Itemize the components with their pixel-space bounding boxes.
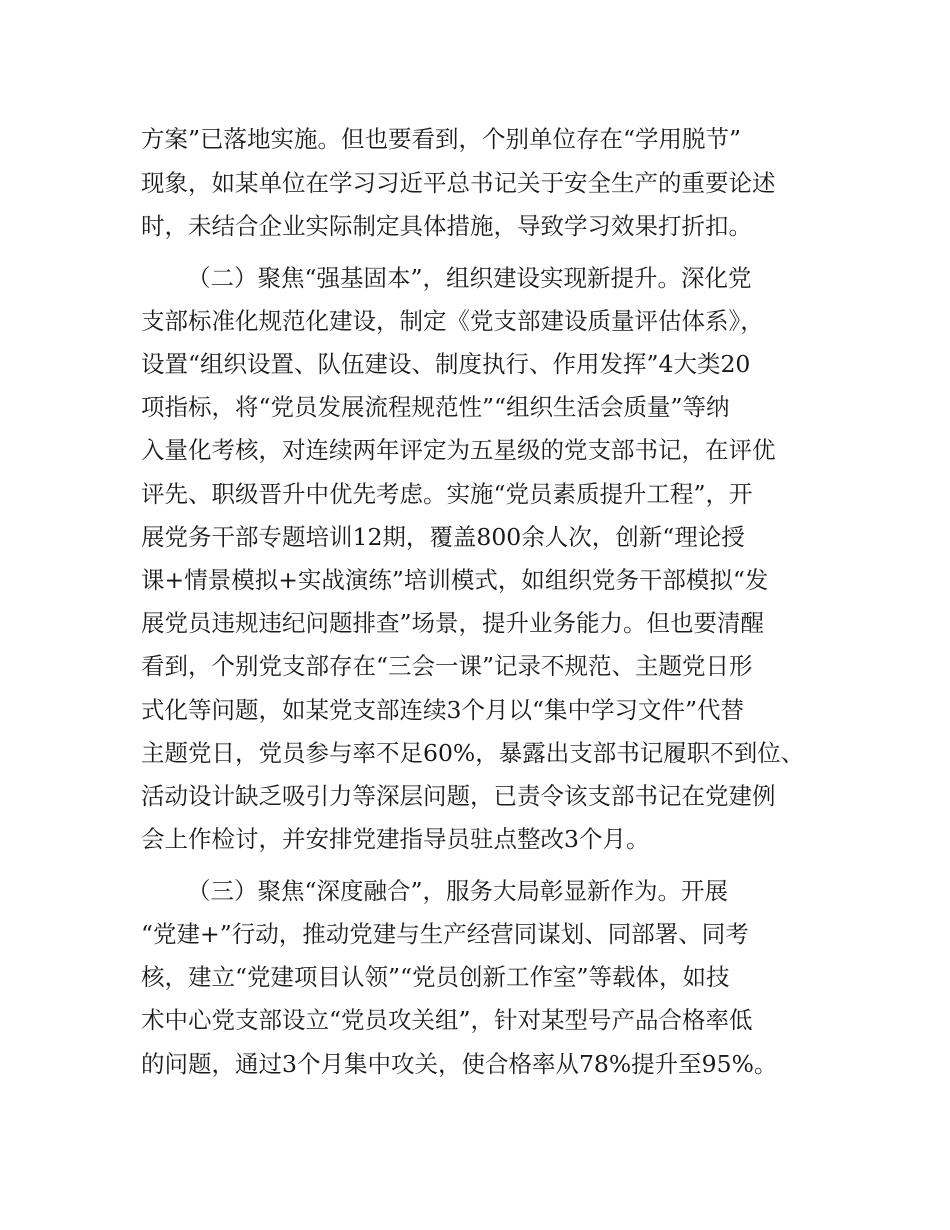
- text-line: 时，未结合企业实际制定具体措施，导致学习效果打折扣。: [141, 212, 752, 240]
- text-line: 课+情景模拟+实战演练”培训模式，如组织党务干部模拟“发: [141, 566, 769, 594]
- section-heading-line: （二）聚焦“强基固本”，组织建设实现新提升。深化党: [187, 264, 752, 292]
- text-line: 式化等问题，如某党支部连续3个月以“集中学习文件”代替: [141, 696, 744, 724]
- text-line: 术中心党支部设立“党员攻关组”，针对某型号产品合格率低: [141, 1006, 753, 1034]
- text-line: 展党员违规违纪问题排查”场景，提升业务能力。但也要清醒: [141, 609, 765, 637]
- text-line: 方案”已落地实施。但也要看到，个别单位存在“学用脱节”: [141, 125, 742, 153]
- text-line: 主题党日，党员参与率不足60%，暴露出支部书记履职不到位、: [141, 739, 805, 767]
- text-line: 活动设计缺乏吸引力等深层问题，已责令该支部书记在党建例: [141, 782, 776, 810]
- text-line: 项指标，将“党员发展流程规范性”“组织生活会质量”等纳: [141, 393, 730, 421]
- text-line: 核，建立“党建项目认领”“党员创新工作室”等载体，如技: [141, 963, 730, 991]
- text-line: 支部标准化规范化建设，制定《党支部建设质量评估体系》，: [141, 307, 764, 335]
- text-line: 现象，如某单位在学习习近平总书记关于安全生产的重要论述: [141, 169, 776, 197]
- text-line: “党建+”行动，推动党建与生产经营同谋划、同部署、同考: [141, 920, 749, 948]
- text-line: 设置“组织设置、队伍建设、制度执行、作用发挥”4大类20: [141, 350, 751, 378]
- text-line: 看到，个别党支部存在“三会一课”记录不规范、主题党日形: [141, 652, 753, 680]
- text-line: 的问题，通过3个月集中攻关，使合格率从78%提升至95%。: [141, 1050, 778, 1078]
- section-heading-line: （三）聚焦“深度融合”，服务大局彰显新作为。开展: [187, 877, 729, 905]
- text-line: 会上作检讨，并安排党建指导员驻点整改3个月。: [141, 825, 650, 853]
- text-line: 评先、职级晋升中优先考虑。实施“党员素质提升工程”，开: [141, 480, 753, 508]
- text-line: 展党务干部专题培训12期，覆盖800余人次，创新“理论授: [141, 523, 745, 551]
- text-line: 入量化考核，对连续两年评定为五星级的党支部书记，在评优: [141, 436, 776, 464]
